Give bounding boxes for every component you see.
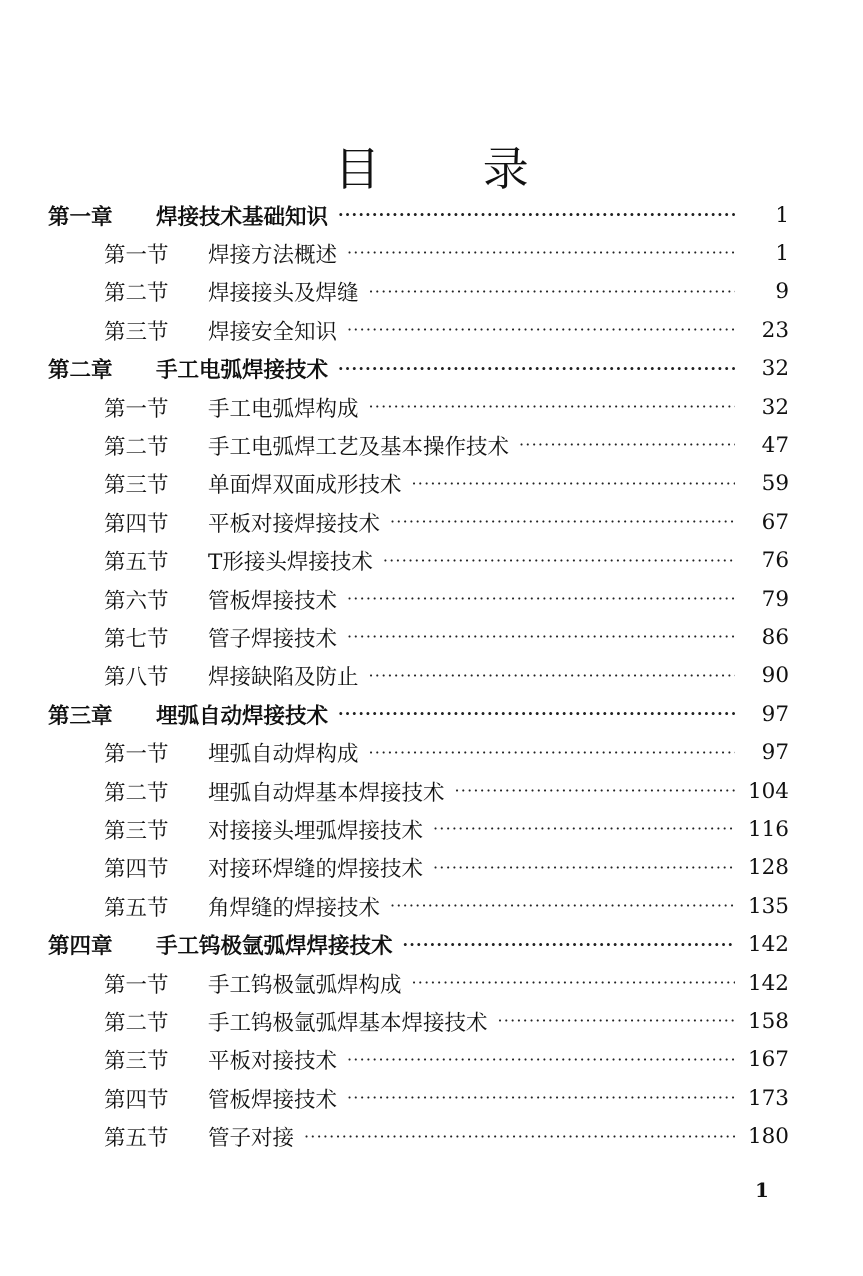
toc-entry-title: 角焊缝的焊接技术 <box>208 895 381 921</box>
toc-section-entry <box>0 503 863 541</box>
toc-entry-title: 手工电弧焊工艺及基本操作技术 <box>208 434 510 460</box>
toc-section-entry <box>0 1041 863 1079</box>
toc-entry-page: 104 <box>747 778 789 804</box>
toc-entry-title: 对接接头埋弧焊接技术 <box>208 818 424 844</box>
dot-leader <box>412 964 735 1002</box>
toc-section-entry <box>0 657 863 695</box>
toc-entry-line <box>104 542 789 580</box>
toc-entry-page: 173 <box>747 1085 789 1111</box>
toc-entry-page: 23 <box>761 317 789 343</box>
toc-entry-line <box>104 426 789 464</box>
toc-entry-page: 142 <box>747 932 789 958</box>
toc-entry-title: 手工电弧焊构成 <box>208 396 359 422</box>
toc-entry-number: 第二节 <box>104 1010 169 1036</box>
toc-entry-number: 第五节 <box>104 1126 169 1152</box>
toc-entry-title: 手工电弧焊接技术 <box>156 358 329 384</box>
toc-entry-page: 1 <box>775 240 789 266</box>
dot-leader <box>383 542 735 580</box>
toc-entry-page: 167 <box>747 1047 789 1073</box>
toc-section-entry <box>0 234 863 272</box>
toc-entry-number: 第三节 <box>104 319 169 345</box>
toc-entry-line <box>104 1002 789 1040</box>
dot-leader <box>412 465 735 503</box>
toc-entry-title: 平板对接焊接技术 <box>208 511 381 537</box>
toc-entry-title: 埋弧自动焊构成 <box>208 742 359 768</box>
toc-chapter-entry <box>0 350 863 388</box>
toc-entry-page: 135 <box>747 893 789 919</box>
dot-leader <box>390 503 735 541</box>
toc-entry-number: 第二节 <box>104 780 169 806</box>
toc-entry-line <box>104 657 789 695</box>
toc-section-entry <box>0 887 863 925</box>
toc-section-entry <box>0 849 863 887</box>
toc-entry-title: 埋弧自动焊基本焊接技术 <box>208 780 445 806</box>
toc-entry-page: 59 <box>761 471 789 497</box>
toc-chapter-entry <box>0 695 863 733</box>
toc-chapter-entry <box>0 926 863 964</box>
toc-entry-number: 第一节 <box>104 742 169 768</box>
dot-leader <box>455 772 735 810</box>
toc-entry-title: 单面焊双面成形技术 <box>208 473 402 499</box>
toc-entry-title: 管板焊接技术 <box>208 588 338 614</box>
toc-entry-number: 第七节 <box>104 626 169 652</box>
toc-entry-line <box>48 196 789 234</box>
toc-entry-page: 76 <box>761 548 789 574</box>
toc-entry-page: 47 <box>761 432 789 458</box>
toc-entry-title: 手工钨极氩弧焊基本焊接技术 <box>208 1010 488 1036</box>
toc-entry-page: 9 <box>775 279 789 305</box>
toc-entry-number: 第四节 <box>104 511 169 537</box>
dot-leader <box>347 311 735 349</box>
toc-entry-number: 第二节 <box>104 281 169 307</box>
toc-entry-title: 管子焊接技术 <box>208 626 338 652</box>
toc-entry-line <box>104 964 789 1002</box>
dot-leader <box>369 734 735 772</box>
toc-entry-page: 128 <box>747 855 789 881</box>
toc-entry-number: 第四节 <box>104 1087 169 1113</box>
toc-section-entry <box>0 465 863 503</box>
toc-entry-line <box>48 926 789 964</box>
dot-leader <box>338 350 735 388</box>
toc-entry-page: 32 <box>761 394 789 420</box>
toc-entry-number: 第一章 <box>48 204 113 230</box>
page-title: 目 录 <box>334 141 573 196</box>
toc-entry-page: 90 <box>761 663 789 689</box>
toc-section-entry <box>0 1118 863 1156</box>
toc-entry-page: 142 <box>747 970 789 996</box>
toc-entry-title: 焊接安全知识 <box>208 319 338 345</box>
toc-entry-title: 管子对接 <box>208 1126 295 1152</box>
toc-entry-line <box>104 388 789 426</box>
toc-entry-line <box>104 887 789 925</box>
toc-entry-number: 第三章 <box>48 703 113 729</box>
toc-section-entry <box>0 772 863 810</box>
toc-section-entry <box>0 311 863 349</box>
dot-leader <box>390 887 735 925</box>
toc-section-entry <box>0 734 863 772</box>
toc-entry-page: 116 <box>747 816 789 842</box>
dot-leader <box>347 234 735 272</box>
dot-leader <box>369 388 735 426</box>
toc-section-entry <box>0 964 863 1002</box>
toc-entry-title: 焊接缺陷及防止 <box>208 665 359 691</box>
toc-entry-number: 第八节 <box>104 665 169 691</box>
toc-entry-number: 第一节 <box>104 972 169 998</box>
dot-leader <box>433 849 735 887</box>
toc-entry-line <box>104 503 789 541</box>
dot-leader <box>338 695 735 733</box>
toc-entry-line <box>104 580 789 618</box>
dot-leader <box>403 926 735 964</box>
toc-entry-number: 第二节 <box>104 434 169 460</box>
page-number: 1 <box>755 1178 769 1202</box>
toc-entry-line <box>104 618 789 656</box>
dot-leader <box>369 657 735 695</box>
toc-section-entry <box>0 1079 863 1117</box>
toc-entry-page: 180 <box>747 1124 789 1150</box>
toc-entry-line <box>104 273 789 311</box>
dot-leader <box>338 196 735 234</box>
toc-section-entry <box>0 618 863 656</box>
toc-entry-number: 第四节 <box>104 857 169 883</box>
toc-section-entry <box>0 388 863 426</box>
toc-section-entry <box>0 1002 863 1040</box>
toc-entry-line <box>104 234 789 272</box>
toc-entry-line <box>104 311 789 349</box>
toc-entry-line <box>104 1041 789 1079</box>
toc-chapter-entry <box>0 196 863 234</box>
toc-section-entry <box>0 810 863 848</box>
toc-entry-title: 手工钨极氩弧焊焊接技术 <box>156 934 393 960</box>
toc-section-entry <box>0 426 863 464</box>
toc-section-entry <box>0 542 863 580</box>
toc-entry-title: T形接头焊接技术 <box>208 550 373 576</box>
toc-entry-number: 第五节 <box>104 550 169 576</box>
toc-entry-title: 平板对接技术 <box>208 1049 338 1075</box>
toc-entry-page: 79 <box>761 586 789 612</box>
toc-entry-line <box>104 465 789 503</box>
toc-entry-number: 第五节 <box>104 895 169 921</box>
dot-leader <box>347 1079 735 1117</box>
toc-entry-number: 第一节 <box>104 242 169 268</box>
toc-entry-page: 86 <box>761 624 789 650</box>
toc-entry-number: 第三节 <box>104 473 169 499</box>
toc-entry-line <box>104 1079 789 1117</box>
dot-leader <box>519 426 735 464</box>
toc-entry-page: 67 <box>761 509 789 535</box>
dot-leader <box>304 1118 735 1156</box>
toc-entry-title: 埋弧自动焊接技术 <box>156 703 329 729</box>
toc-entry-line <box>48 350 789 388</box>
toc-entry-line <box>48 695 789 733</box>
toc-entry-number: 第一节 <box>104 396 169 422</box>
toc-entry-line <box>104 810 789 848</box>
dot-leader <box>347 618 735 656</box>
toc-entry-page: 97 <box>761 701 789 727</box>
toc-entry-title: 对接环焊缝的焊接技术 <box>208 857 424 883</box>
toc-entry-line <box>104 772 789 810</box>
dot-leader <box>347 580 735 618</box>
toc-entry-title: 焊接技术基础知识 <box>156 204 329 230</box>
dot-leader <box>433 810 735 848</box>
toc-entry-title: 手工钨极氩弧焊构成 <box>208 972 402 998</box>
toc-entry-number: 第六节 <box>104 588 169 614</box>
toc-entry-title: 管板焊接技术 <box>208 1087 338 1113</box>
toc-entry-page: 32 <box>761 356 789 382</box>
toc-entry-line <box>104 734 789 772</box>
toc-entry-line <box>104 849 789 887</box>
dot-leader <box>498 1002 735 1040</box>
toc-section-entry <box>0 273 863 311</box>
toc-entry-title: 焊接方法概述 <box>208 242 338 268</box>
toc-entry-line <box>104 1118 789 1156</box>
toc-entry-page: 97 <box>761 740 789 766</box>
toc-entry-number: 第三节 <box>104 818 169 844</box>
dot-leader <box>347 1041 735 1079</box>
toc-entry-page: 1 <box>775 202 789 228</box>
toc-entry-number: 第三节 <box>104 1049 169 1075</box>
toc-section-entry <box>0 580 863 618</box>
toc-entry-title: 焊接接头及焊缝 <box>208 281 359 307</box>
dot-leader <box>369 273 735 311</box>
toc-entry-page: 158 <box>747 1008 789 1034</box>
toc-entry-number: 第二章 <box>48 358 113 384</box>
toc-entry-number: 第四章 <box>48 934 113 960</box>
